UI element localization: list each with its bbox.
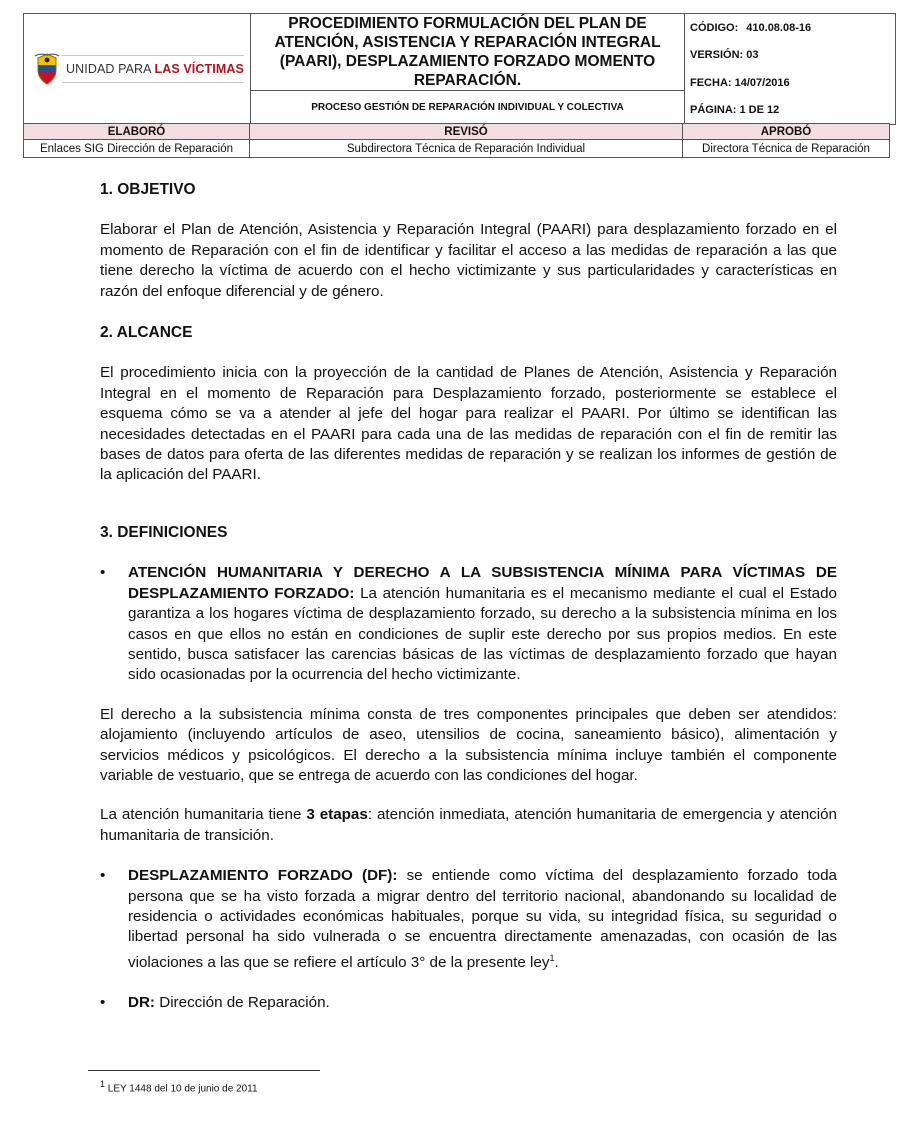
codigo-line: CÓDIGO: 410.08.08-16 [690, 21, 812, 34]
unidad-victimas-logo [24, 52, 250, 86]
definition-atencion-humanitaria [100, 563, 837, 685]
definition-term: ATENCIÓN HUMANITARIA Y DERECHO A LA SUBSISTENCIA MÍNIMA PARA VÍCTIMAS DE DESPLAZAMIENTO FORZADO: [128, 564, 837, 602]
bullet-icon: • [100, 564, 106, 582]
process-name: PROCESO GESTIÓN DE REPARACIÓN INDIVIDUAL Y COLECTIVA [251, 91, 685, 125]
definition-term: DR: [128, 994, 155, 1012]
definition-dr [100, 993, 837, 1013]
document-metadata [685, 14, 896, 125]
section-definiciones-title: 3. DEFINICIONES [100, 523, 228, 541]
colombia-coat-of-arms-icon [32, 52, 62, 86]
aprobo-value: Directora Técnica de Reparación [683, 140, 890, 158]
paragraph-etapas: La atención humanitaria tiene 3 etapas: atención inmediata, atención humanitaria de emergencia y atención humanitaria de transición. [100, 806, 837, 844]
definition-text: La atención humanitaria es el mecanismo mediante el cual el Estado garantiza a los hogares víctima de desplazamiento forzado, su derecho a la subsistencia mínima en los casos en que ellos no están en condiciones de suplir este derecho por sus propios medios. En este sentido, busca satisfacer las carencias básicas de las víctimas de desplazamiento forzado que hayan sido ocasionadas por la ocurrencia del hecho victimizante. [128, 584, 837, 684]
footnote-text: LEY 1448 del 10 de junio de 2011 [105, 1083, 258, 1095]
document-title: PROCEDIMIENTO FORMULACIÓN DEL PLAN DE ATENCIÓN, ASISTENCIA Y REPARACIÓN INTEGRAL (PAARI), DESPLAZAMIENTO FORZADO MOMENTO REPARACIÓN. [251, 14, 685, 91]
paragraph-subsistencia: El derecho a la subsistencia mínima consta de tres componentes principales que deben ser atendidos: alojamiento (incluyendo artículos de aseo, utensilios de cocina, saneamiento básico), alimentación y servicios médicos y psicológicos. El derecho a la subsistencia mínima incluye también el componente variable de vestuario, que se entrega de acuerdo con las condiciones del hogar. [100, 705, 837, 784]
document-header [23, 13, 896, 125]
definition-text: se entiende como víctima del desplazamiento forzado toda persona que se ha visto forzada a migrar dentro del territorio nacional, abandonando su localidad de residencia o actividades económicas habituales, porque su vida, su integridad física, su seguridad o libertad personal ha sido vulnerada o se encuentra directamente amenazadas, con ocasión de las violaciones a las que se refiere el artículo 3° de la presente ley [128, 867, 838, 971]
section-alcance-text: El procedimiento inicia con la proyección de la cantidad de Planes de Atención, Asistencia y Reparación Integral en el momento de Reparación para Desplazamiento forzado, posteriormente se establece el esquema cómo se va a atender al jefe del hogar para realizar el PAARI. Por último se identifican las necesidades detectadas en el PAARI para cada una de las medidas de reparación con el fin de remitir las bases de datos para oferta de las diferentes medidas de reparación y se realizan los informes de gestión de la aplicación del PAARI. [100, 364, 837, 484]
footnote [100, 1079, 258, 1094]
logo-text-bold: LAS VÍCTIMAS [154, 62, 244, 76]
elaboro-label: ELABORÓ [24, 124, 250, 140]
bullet-icon: • [100, 867, 106, 885]
footnote-reference: 1 [549, 952, 555, 963]
logo-wordmark [62, 55, 244, 83]
fecha-line: FECHA: 14/07/2016 [690, 76, 790, 89]
bullet-icon: • [100, 994, 106, 1012]
logo-text-regular: UNIDAD PARA [66, 62, 155, 76]
signature-table [23, 123, 890, 158]
reviso-label: REVISÓ [250, 124, 683, 140]
etapas-bold: 3 etapas [306, 806, 368, 824]
footnote-mark: 1 [100, 1079, 106, 1089]
section-objetivo-text: Elaborar el Plan de Atención, Asistencia y Reparación Integral (PAARI) para desplazamiento forzado en el momento de Reparación con el fin de identificar y facilitar el acceso a las medidas de reparación a las que tiene derecho la víctima de acuerdo con el hecho victimizante y sus particularidades y características en razón del enfoque diferencial y de género. [100, 221, 837, 300]
document-body [100, 180, 837, 1014]
definition-term: DESPLAZAMIENTO FORZADO (DF): [128, 867, 398, 885]
section-objetivo-title: 1. OBJETIVO [100, 181, 196, 198]
logo-cell [24, 14, 251, 125]
codigo-value: 410.08.08-16 [746, 21, 812, 34]
pagina-line: PÁGINA: 1 DE 12 [690, 104, 780, 117]
definition-desplazamiento-forzado: • DESPLAZAMIENTO FORZADO (DF): se entiende como víctima del desplazamiento forzado toda persona que se ha visto forzada a migrar dentro del territorio nacional, abandonando su localidad de residencia o actividades económicas habituales, porque su vida, su integridad física, su seguridad o libertad personal ha sido vulnerada o se encuentra directamente amenazadas, con ocasión de las violaciones a las que se refiere el artículo 3° de la presente ley$^1$. [100, 867, 838, 971]
elaboro-value: Enlaces SIG Dirección de Reparación [24, 140, 250, 158]
definition-text: Dirección de Reparación. [155, 994, 330, 1012]
reviso-value: Subdirectora Técnica de Reparación Individual [250, 140, 683, 158]
section-alcance-title: 2. ALCANCE [100, 324, 193, 342]
footnote-divider [88, 1070, 320, 1071]
version-line: VERSIÓN: 03 [690, 49, 759, 62]
aprobo-label: APROBÓ [683, 124, 890, 140]
